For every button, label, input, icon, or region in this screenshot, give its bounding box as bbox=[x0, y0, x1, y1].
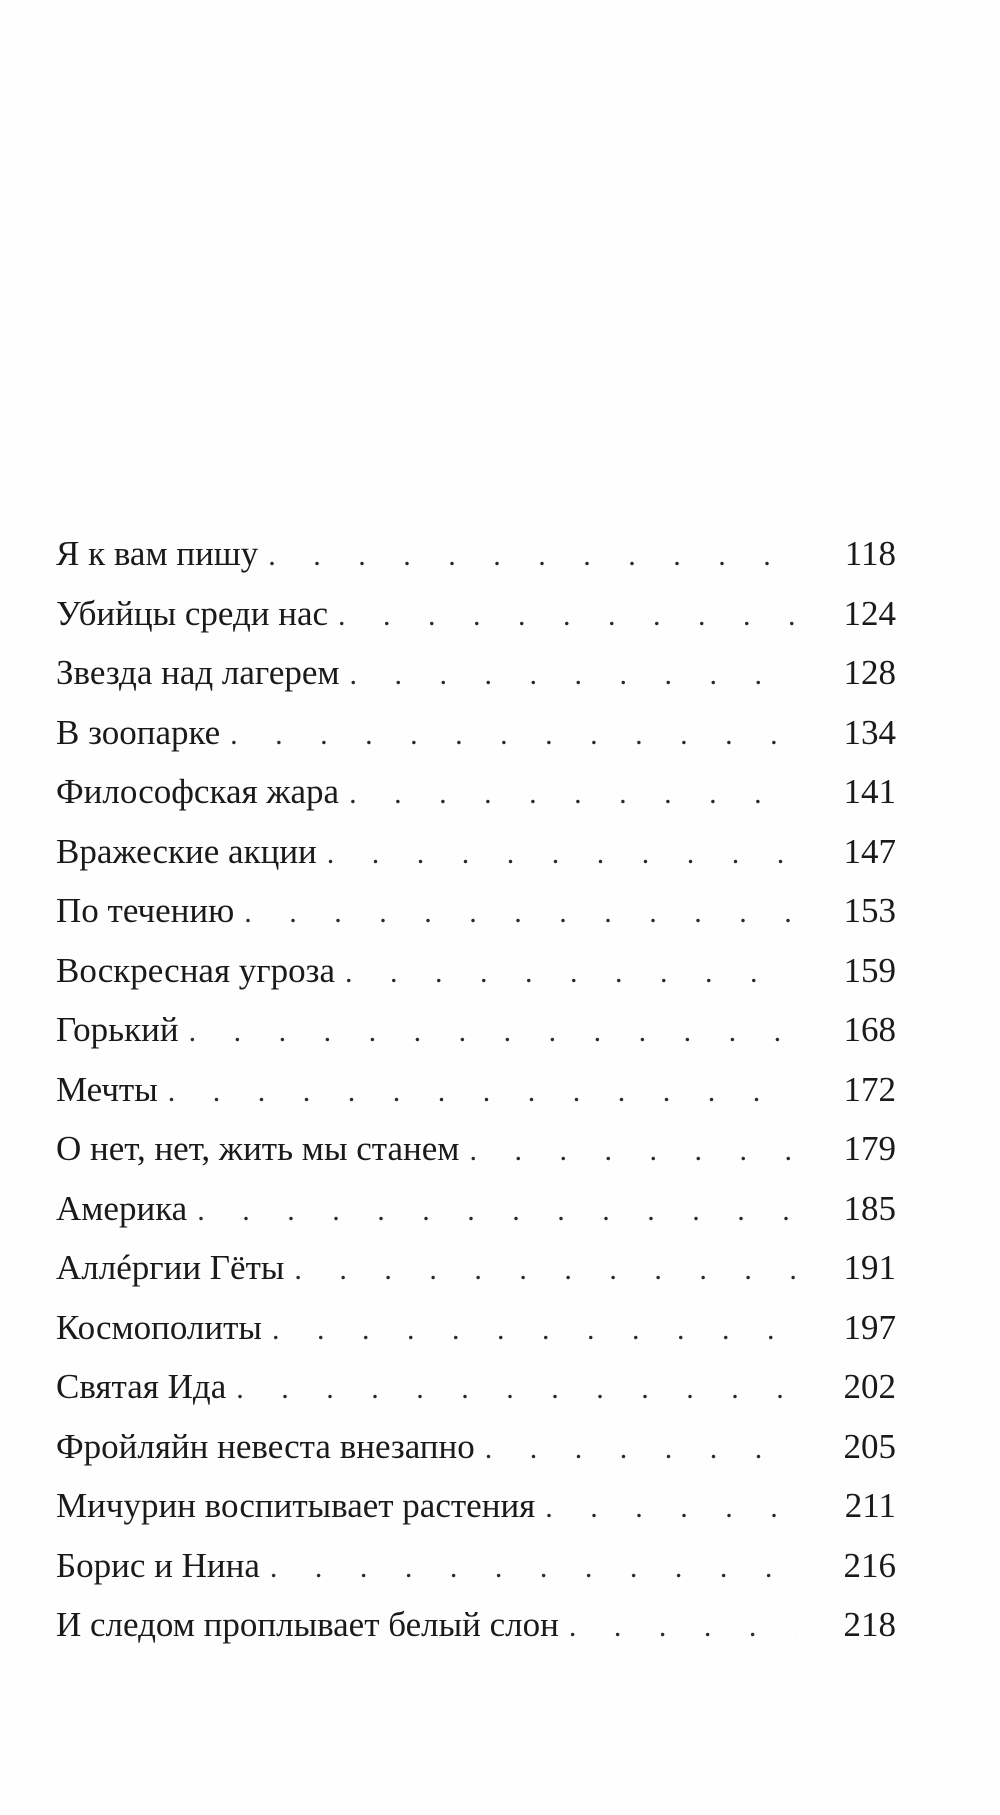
dot-leader bbox=[485, 1419, 796, 1479]
toc-entry-page-number: 153 bbox=[843, 891, 896, 930]
toc-entry-title: Аллéргии Гёты bbox=[56, 1248, 285, 1287]
toc-entry-page-number: 211 bbox=[844, 1486, 896, 1525]
toc-entry-page-number: 118 bbox=[844, 534, 896, 573]
toc-entry-page-number: 205 bbox=[843, 1426, 896, 1466]
dot-leader bbox=[168, 1062, 796, 1122]
dot-leader bbox=[294, 1240, 796, 1300]
dot-leader bbox=[197, 1181, 796, 1241]
toc-entry-page-number: 191 bbox=[843, 1248, 896, 1287]
toc-entry bbox=[56, 941, 896, 1001]
toc-entry-page-number: 179 bbox=[843, 1129, 896, 1168]
toc-entry-page-number: 124 bbox=[843, 593, 896, 633]
toc-entry-title: Америка bbox=[56, 1188, 188, 1228]
toc-entry-title: Я к вам пишу bbox=[56, 534, 259, 573]
toc-entry bbox=[56, 1000, 896, 1060]
toc-entry-page-number: 185 bbox=[843, 1188, 896, 1228]
toc-entry bbox=[56, 1357, 896, 1417]
toc-entry bbox=[56, 1179, 896, 1239]
toc-entry-title: В зоопарке bbox=[56, 712, 221, 752]
toc-entry-title: Мичурин воспитывает растения bbox=[56, 1486, 536, 1525]
toc-entry-title: Убийцы среди нас bbox=[56, 593, 329, 633]
dot-leader bbox=[350, 645, 796, 705]
toc-entry bbox=[56, 1476, 896, 1536]
toc-entry bbox=[56, 1536, 896, 1596]
toc-entry bbox=[56, 703, 896, 763]
toc-entry bbox=[56, 1060, 896, 1120]
toc-entry bbox=[56, 1238, 896, 1298]
toc-entry-title: Звезда над лагерем bbox=[56, 653, 340, 692]
dot-leader bbox=[230, 705, 796, 765]
dot-leader bbox=[272, 1300, 796, 1360]
toc-entry-title: Космополиты bbox=[56, 1307, 262, 1347]
toc-entry-title: Воскресная угроза bbox=[56, 950, 336, 990]
toc-entry bbox=[56, 1298, 896, 1358]
dot-leader bbox=[270, 1538, 796, 1598]
toc-entry-page-number: 128 bbox=[843, 653, 896, 692]
dot-leader bbox=[189, 1002, 796, 1062]
toc-entry-title: Мечты bbox=[56, 1069, 158, 1109]
toc-entry-page-number: 141 bbox=[843, 772, 896, 811]
toc-entry-page-number: 172 bbox=[843, 1069, 896, 1109]
table-of-contents bbox=[56, 524, 896, 1655]
toc-entry bbox=[56, 1595, 896, 1655]
toc-entry bbox=[56, 584, 896, 644]
toc-entry bbox=[56, 822, 896, 882]
toc-entry-title: Горький bbox=[56, 1010, 179, 1049]
toc-entry-page-number: 197 bbox=[843, 1307, 896, 1347]
toc-entry-title: О нет, нет, жить мы станем bbox=[56, 1129, 460, 1168]
toc-entry-page-number: 159 bbox=[843, 950, 896, 990]
dot-leader bbox=[268, 526, 796, 586]
dot-leader bbox=[338, 586, 796, 646]
dot-leader bbox=[545, 1478, 796, 1538]
dot-leader bbox=[236, 1359, 796, 1419]
toc-entry-page-number: 134 bbox=[843, 712, 896, 752]
toc-entry-title: Святая Ида bbox=[56, 1367, 227, 1406]
toc-entry bbox=[56, 881, 896, 941]
toc-entry-title: Фройляйн невеста внезапно bbox=[56, 1426, 475, 1466]
toc-entry-title: Борис и Нина bbox=[56, 1545, 260, 1585]
dot-leader bbox=[569, 1597, 796, 1657]
toc-entry-title: Вражеские акции bbox=[56, 831, 317, 871]
toc-entry-page-number: 216 bbox=[843, 1545, 896, 1585]
toc-entry-title: По течению bbox=[56, 891, 235, 930]
toc-entry bbox=[56, 1119, 896, 1179]
toc-entry bbox=[56, 1417, 896, 1477]
toc-entry-page-number: 218 bbox=[843, 1605, 896, 1644]
dot-leader bbox=[345, 943, 796, 1003]
dot-leader bbox=[327, 824, 796, 884]
toc-entry bbox=[56, 643, 896, 703]
dot-leader bbox=[349, 764, 796, 824]
dot-leader bbox=[244, 883, 796, 943]
toc-entry-title: Философская жара bbox=[56, 772, 340, 811]
toc-entry bbox=[56, 524, 896, 584]
dot-leader bbox=[469, 1121, 796, 1181]
toc-entry-page-number: 147 bbox=[843, 831, 896, 871]
toc-entry-page-number: 202 bbox=[843, 1367, 896, 1406]
toc-entry-page-number: 168 bbox=[843, 1010, 896, 1049]
toc-entry bbox=[56, 762, 896, 822]
toc-entry-title: И следом проплывает белый слон bbox=[56, 1605, 559, 1644]
